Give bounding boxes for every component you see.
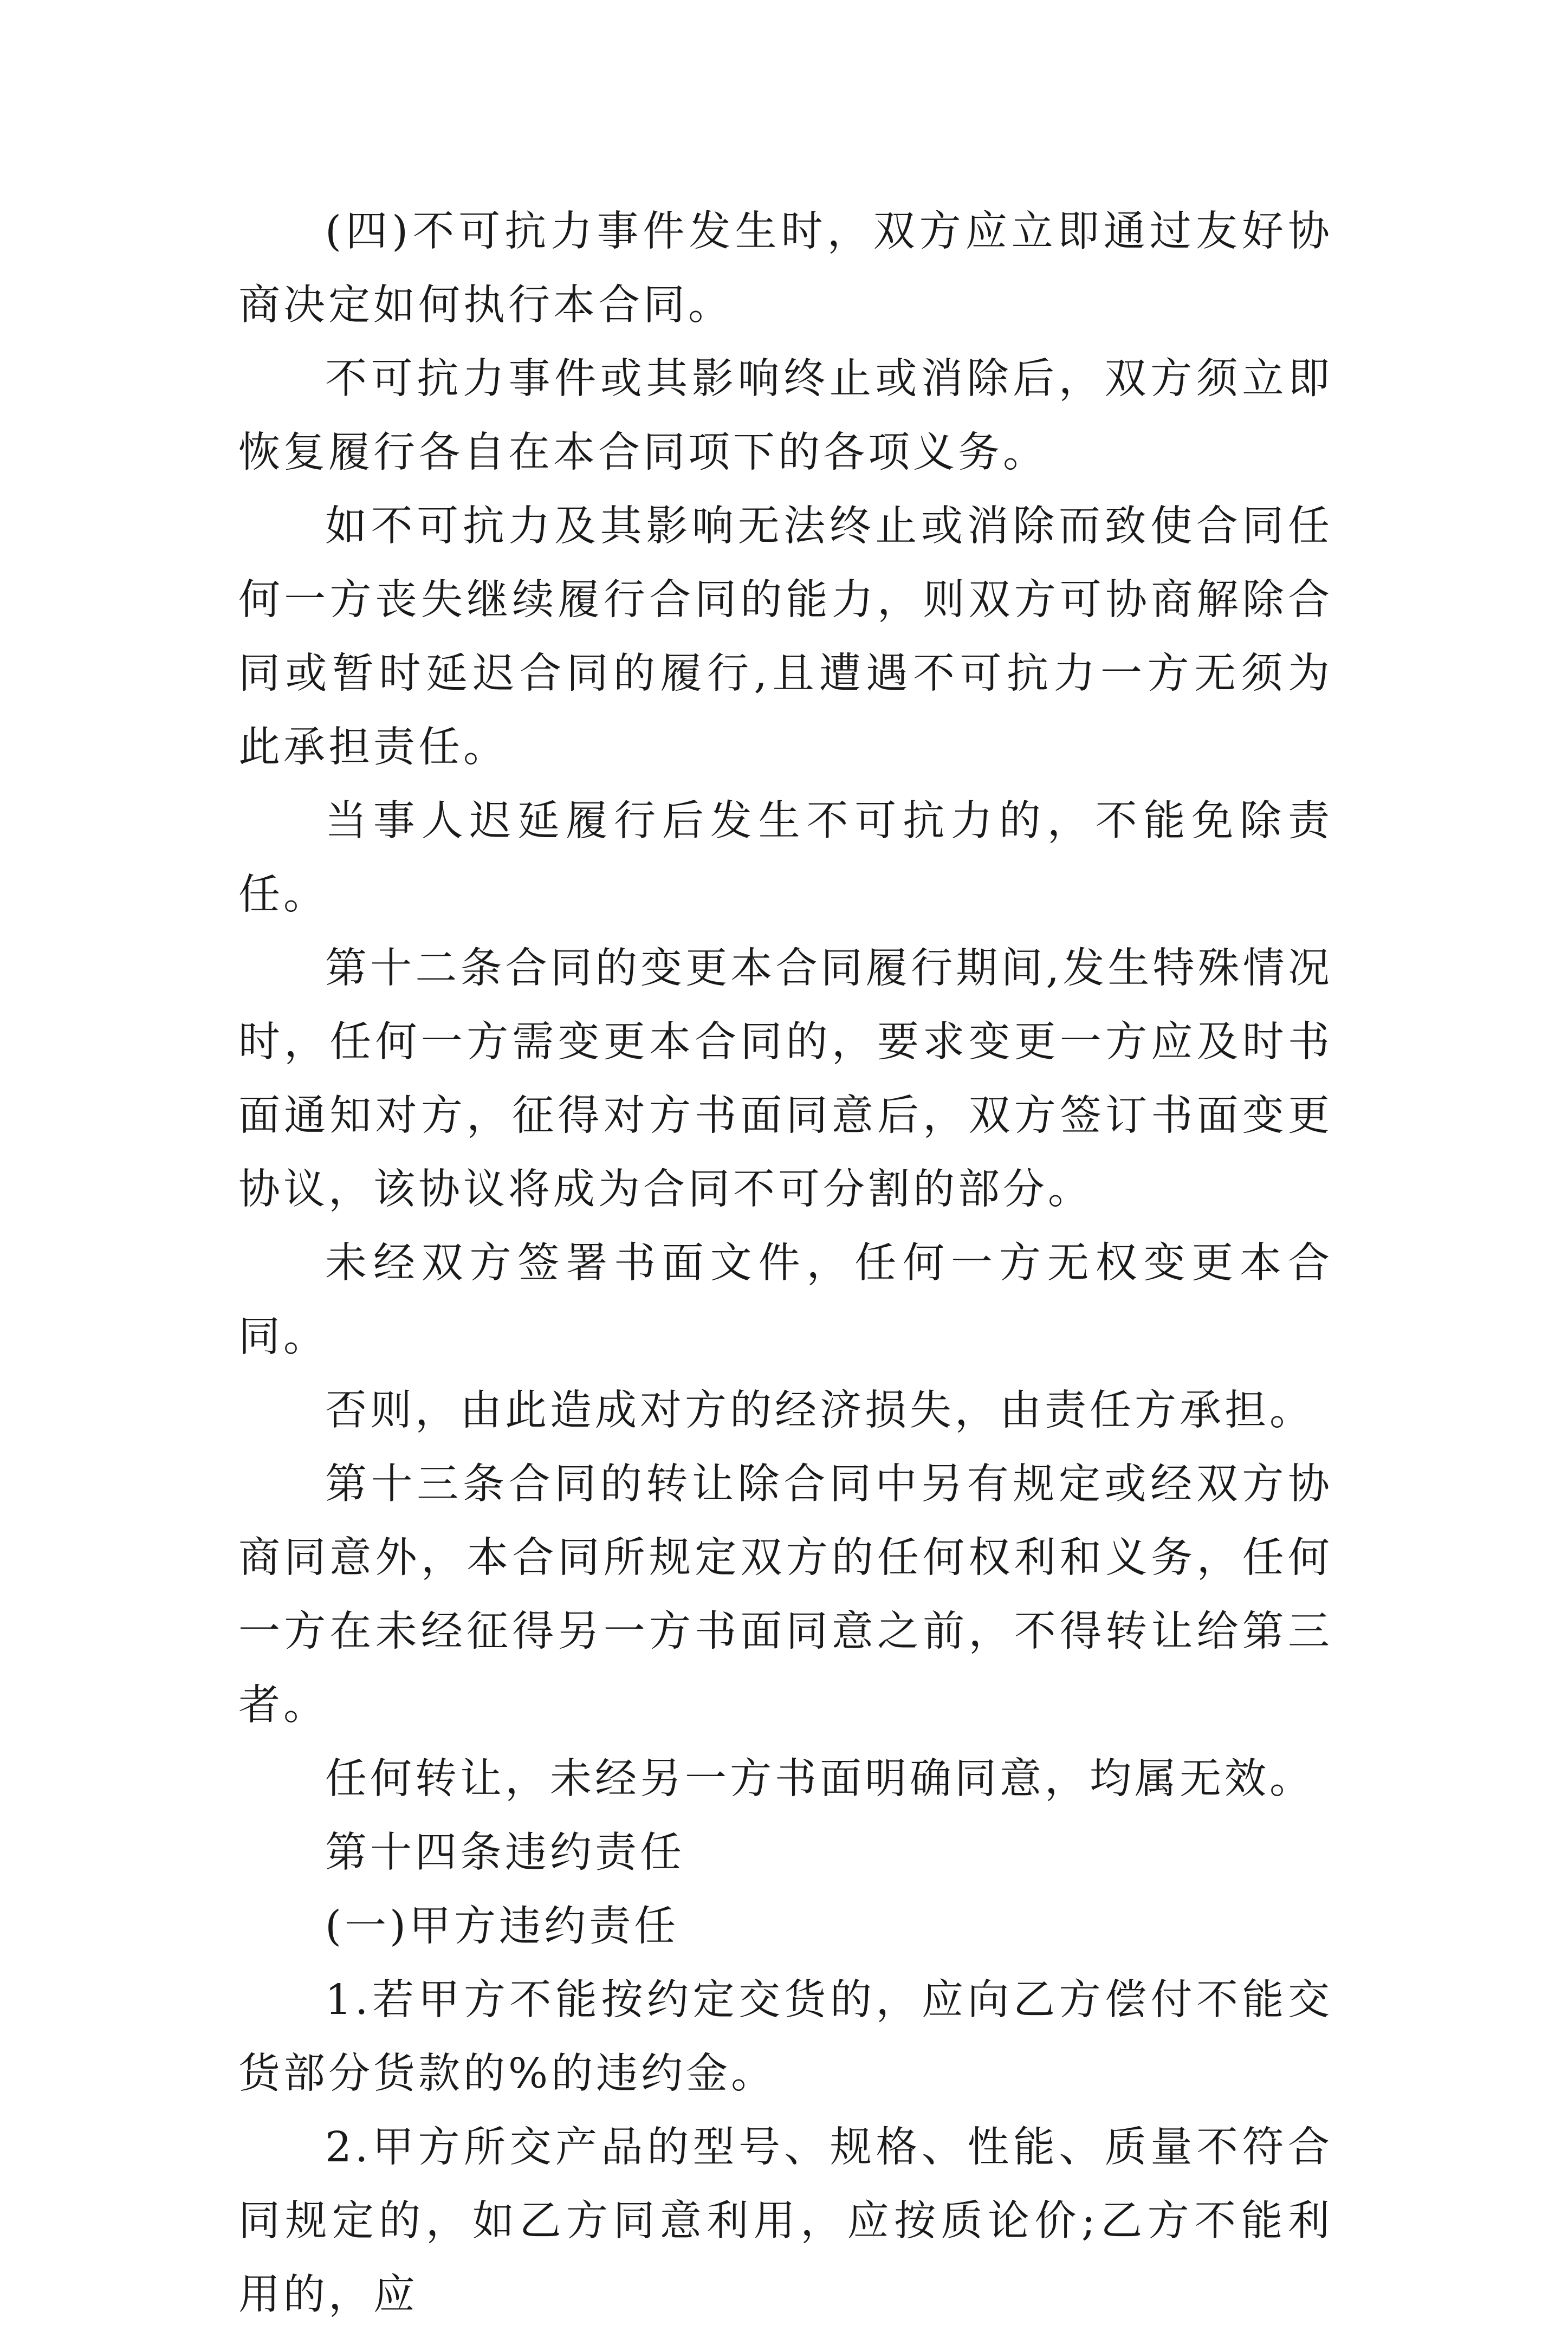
paragraph-force-majeure-negotiation: (四)不可抗力事件发生时，双方应立即通过友好协商决定如何执行本合同。 xyxy=(238,208,1333,329)
heading-party-a-liability: (一)甲方违约责任 xyxy=(325,1902,679,1951)
heading-article-14-liability: 第十四条违约责任 xyxy=(325,1829,685,1877)
paragraph-clause-1-late-delivery: 1.若甲方不能按约定交货的，应向乙方偿付不能交货部分货款的%的违约金。 xyxy=(238,1976,1333,2098)
paragraph-no-unilateral-change: 未经双方签署书面文件，任何一方无权变更本合同。 xyxy=(238,1239,1333,1361)
paragraph-assignment-invalid: 任何转让，未经另一方书面明确同意，均属无效。 xyxy=(325,1755,1314,1803)
paragraph-resume-obligations: 不可抗力事件或其影响终止或消除后，双方须立即恢复履行各自在本合同项下的各项义务。 xyxy=(238,355,1333,477)
paragraph-delayed-performance: 当事人迟延履行后发生不可抗力的，不能免除责任。 xyxy=(238,797,1333,919)
paragraph-clause-2-quality: 2.甲方所交产品的型号、规格、性能、质量不符合同规定的，如乙方同意利用，应按质论价;乙方不能利用的，应 xyxy=(238,2123,1333,2319)
paragraph-terminate-or-delay: 如不可抗力及其影响无法终止或消除而致使合同任何一方丧失继续履行合同的能力，则双方可协商解除合同或暂时延迟合同的履行,且遭遇不可抗力一方无须为此承担责任。 xyxy=(238,502,1333,772)
paragraph-liability-for-loss: 否则，由此造成对方的经济损失，由责任方承担。 xyxy=(325,1387,1314,1435)
paragraph-article-12-amendment: 第十二条合同的变更本合同履行期间,发生特殊情况时，任何一方需变更本合同的，要求变更一方应及时书面通知对方，征得对方书面同意后，双方签订书面变更协议，该协议将成为合同不可分割的部分。 xyxy=(238,944,1333,1214)
document-body xyxy=(238,195,1333,2332)
paragraph-article-13-assignment: 第十三条合同的转让除合同中另有规定或经双方协商同意外，本合同所规定双方的任何权利和义务，任何一方在未经征得另一方书面同意之前，不得转让给第三者。 xyxy=(238,1460,1333,1729)
